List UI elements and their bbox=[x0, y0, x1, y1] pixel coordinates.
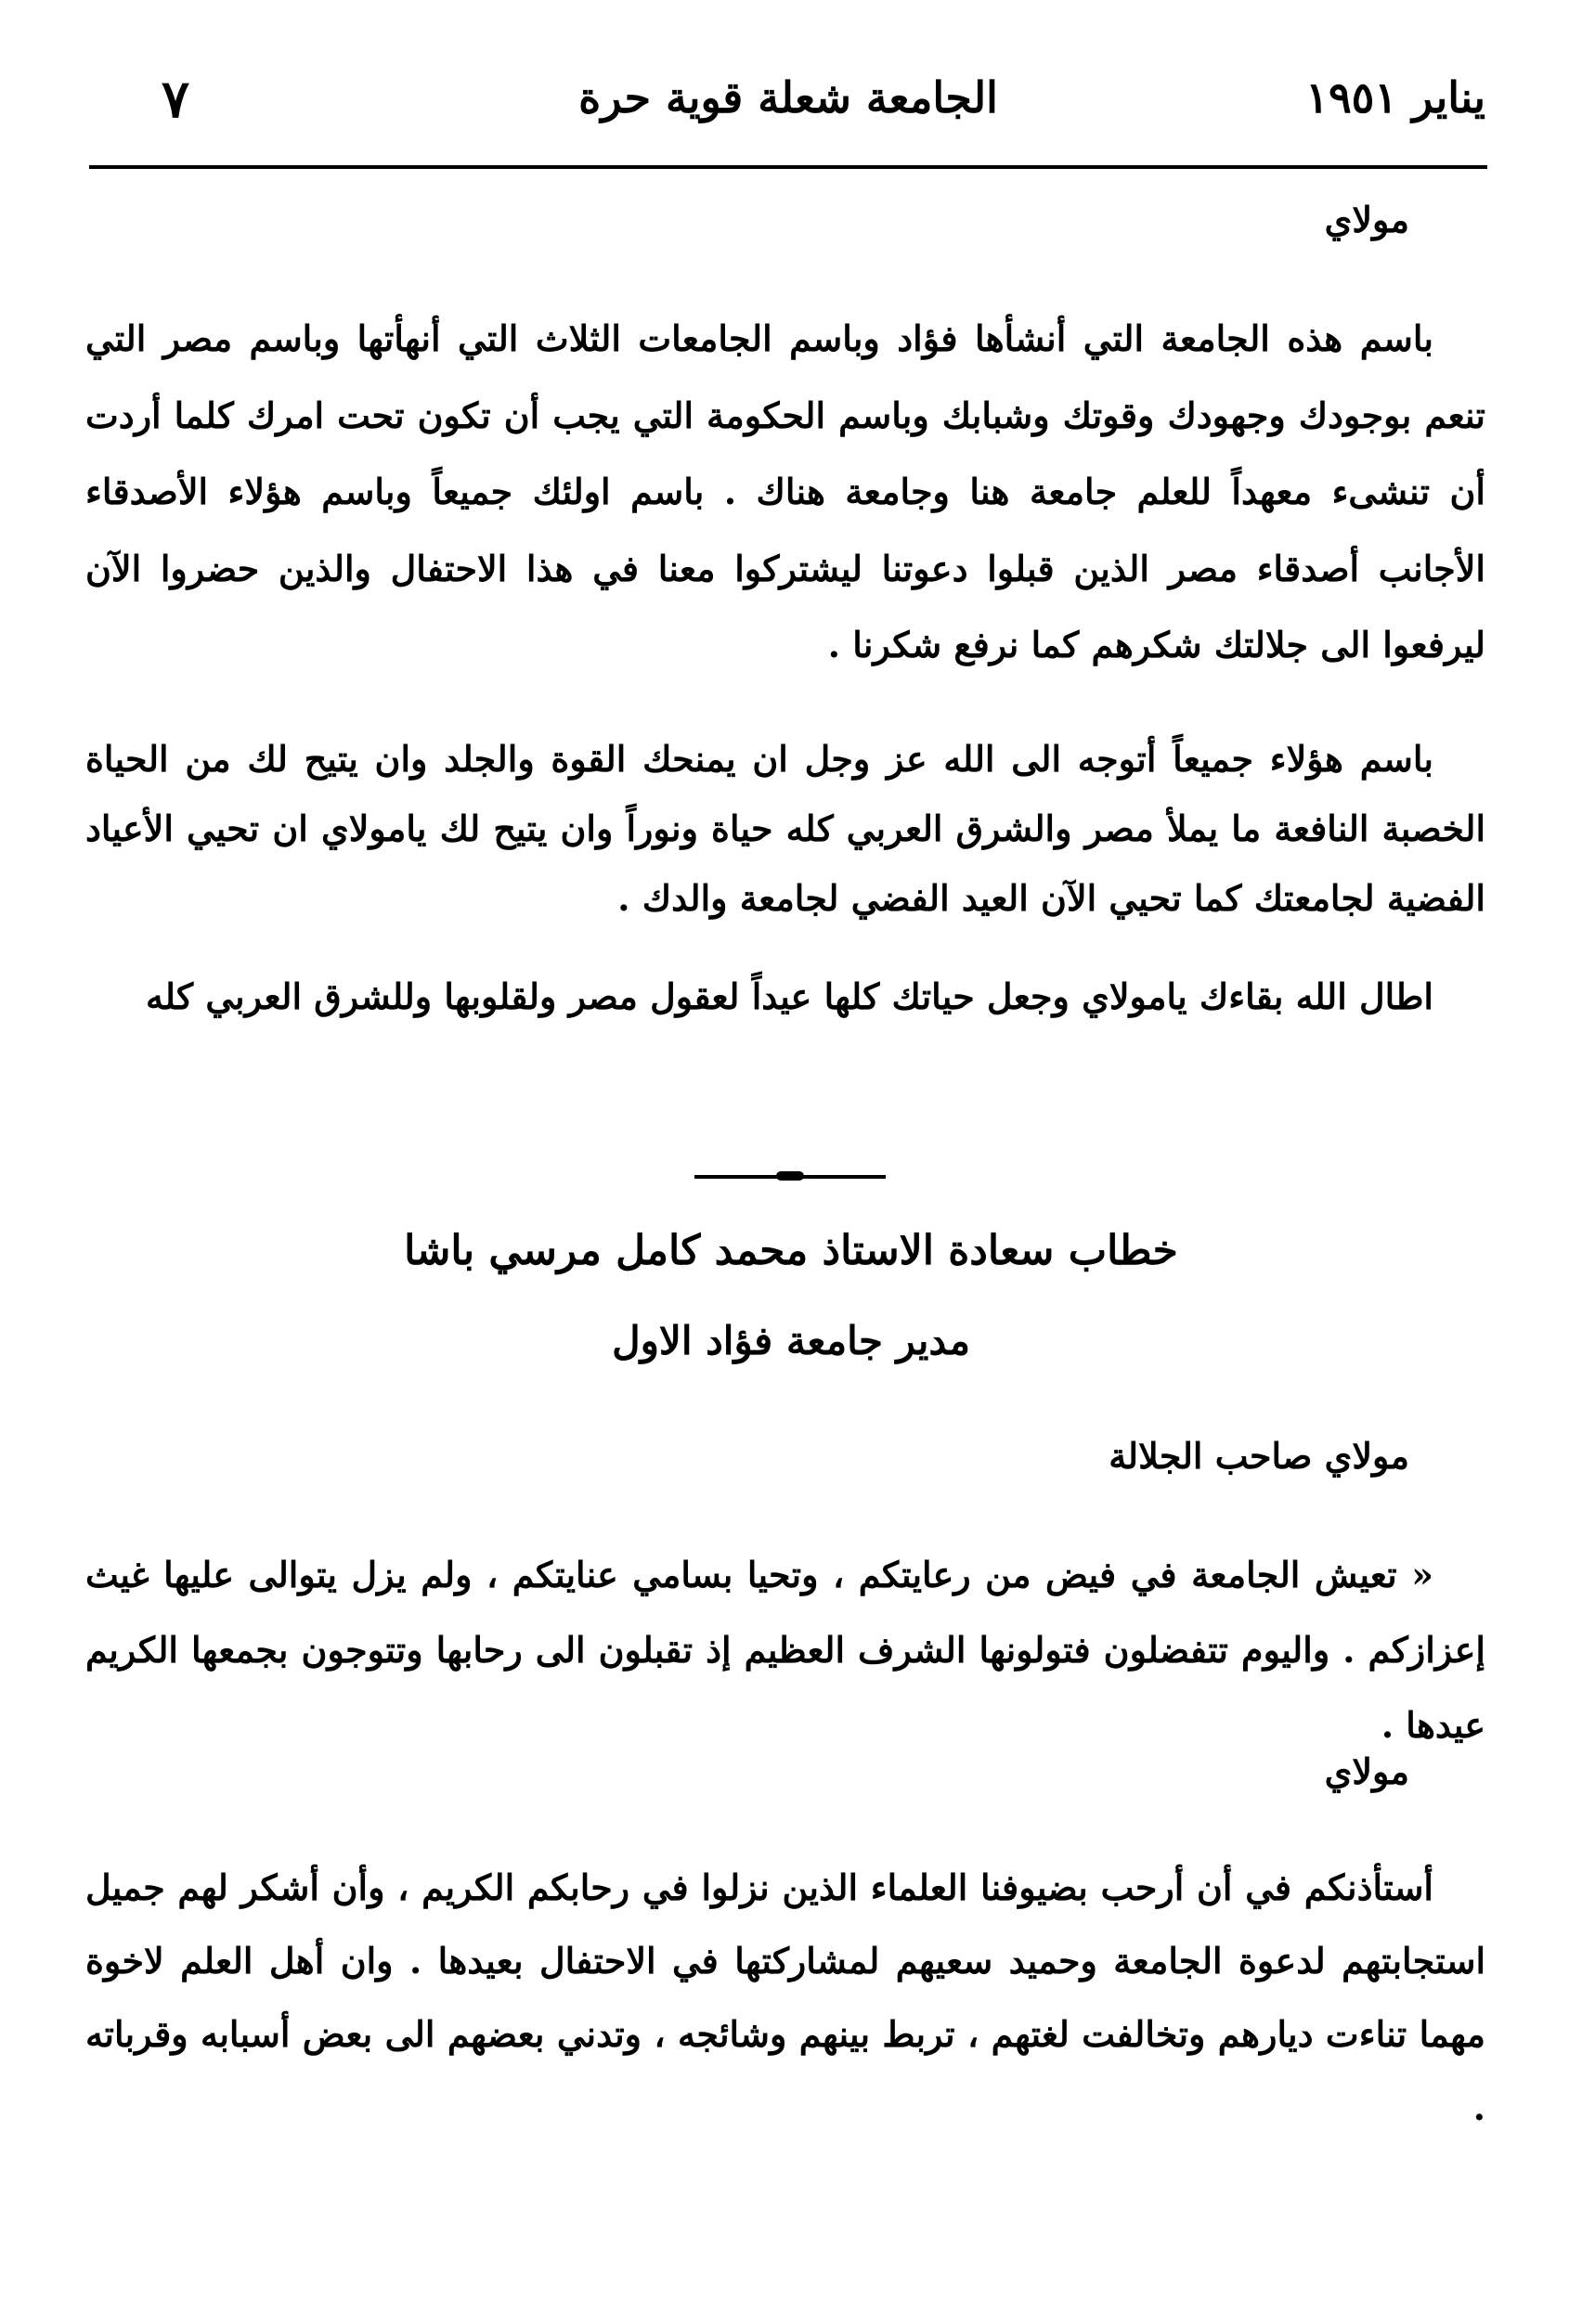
paragraph-2: باسم هؤلاء جميعاً أتوجه الى الله عز وجل ان يمنحك القوة والجلد وان يتيح لك من الحياة الخصبة النافعة ما يملأ مصر والشرق العربي كله حياة ونوراً وان يتيح لك يامولاي ان تحيي الأعياد الفضية لجامعتك كما تحيي الآن العيد الفضي لجامعة والدك . bbox=[85, 738, 1485, 919]
running-title: الجامعة شعلة قوية حرة bbox=[578, 72, 998, 123]
salutation-1: مولاي bbox=[1324, 199, 1409, 240]
header-rule bbox=[89, 165, 1487, 169]
speech-heading: خطاب سعادة الاستاذ محمد كامل مرسي باشا bbox=[404, 1227, 1178, 1274]
paragraph-1: باسم هذه الجامعة التي أنشأها فؤاد وباسم الجامعات الثلاث التي أنهأتها وباسم مصر التي تنعم بوجودك وجهودك وقوتك وشبابك وباسم الحكومة التي يجب أن تكون تحت امرك كلما أردت أن تنشىء معهداً للعلم جامعة هنا وجامعة هناك . باسم اولئك جميعاً وباسم هؤلاء الأصدقاء الأجانب أصدقاء مصر الذين قبلوا دعوتنا ليشتركوا معنا في هذا الاحتفال والذين حضروا الآن ليرفعوا الى جلالتك شكرهم كما نرفع شكرنا . bbox=[85, 317, 1485, 666]
paragraph-1-block bbox=[85, 301, 1485, 684]
paragraph-4: « تعيش الجامعة في فيض من رعايتكم ، وتحيا بسامي عنايتكم ، ولم يزل يتوالى عليها غيث إعزازكم . واليوم تتفضلون فتولونها الشرف العظيم إذ تقبلون الى رحابها وتتوجون بجمعها الكريم عيدها . bbox=[85, 1554, 1485, 1746]
divider-ornament bbox=[776, 1171, 804, 1181]
running-header bbox=[91, 69, 1485, 137]
issue-date: يناير ١٩٥١ bbox=[1305, 72, 1485, 123]
paragraph-5-block bbox=[85, 1851, 1485, 2144]
salutation-2: مولاي صاحب الجلالة bbox=[1109, 1435, 1409, 1477]
paragraph-3: اطال الله بقاءك يامولاي وجعل حياتك كلها عيداً لعقول مصر ولقلوبها وللشرق العربي كله bbox=[146, 975, 1433, 1017]
paragraph-4-block bbox=[85, 1537, 1485, 1762]
speech-subheading: مدير جامعة فؤاد الاول bbox=[612, 1318, 970, 1363]
paragraph-5: أستأذنكم في أن أرحب بضيوفنا العلماء الذين نزلوا في رحابكم الكريم ، وأن أشكر لهم جميل استجابتهم لدعوة الجامعة وحميد سعيهم لمشاركتها في الاحتفال بعيدها . وان أهل العلم لاخوة مهما تناءت ديارهم وتخالفت لغتهم ، تربط بينهم وشائجه ، وتدني بعضهم الى بعض أسبابه وقرباته . bbox=[85, 1866, 1485, 2128]
paragraph-2-block bbox=[85, 724, 1485, 933]
paragraph-3-block bbox=[85, 960, 1485, 1033]
page-number: ٧ bbox=[162, 69, 190, 130]
salutation-3: مولاي bbox=[1324, 1750, 1409, 1792]
